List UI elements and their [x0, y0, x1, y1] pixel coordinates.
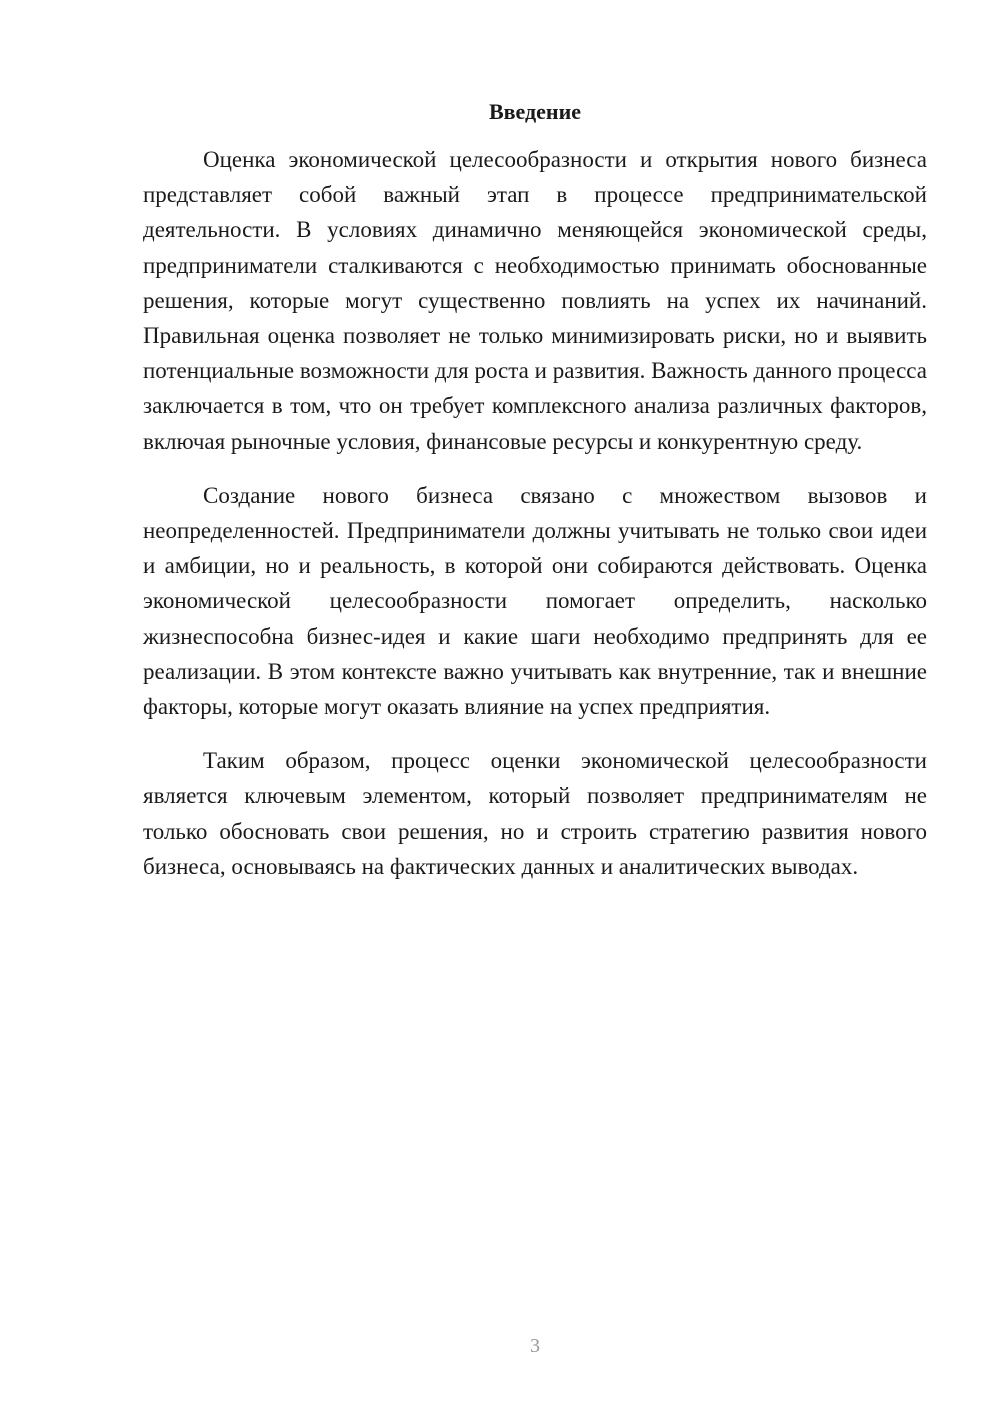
body-text: [143, 142, 927, 903]
section-heading: Введение: [488, 99, 582, 124]
page-number: 3: [530, 1335, 540, 1357]
paragraph-3: Таким образом, процесс оценки экономической целесообразности является ключевым элементом, который позволяет предпринимателям не только обосновать свои решения, но и строить стратегию развития нового бизнеса, основываясь на фактических данных и аналитических выводах.: [143, 748, 927, 879]
paragraph-2: Создание нового бизнеса связано с множеством вызовов и неопределенностей. Предприниматели должны учитывать не только свои идеи и амбиции, но и реальность, в которой они собираются действовать. Оценка экономической целесообразности помогает определить, насколько жизнеспособна бизнес-идея и какие шаги необходимо предпринять для ее реализации. В этом контексте важно учитывать как внутренние, так и внешние факторы, которые могут оказать влияние на успех предприятия.: [143, 482, 927, 720]
paragraph-1: Оценка экономической целесообразности и открытия нового бизнеса представляет собой важный этап в процессе предпринимательской деятельности. В условиях динамично меняющейся экономической среды, предприниматели сталкиваются с необходимостью принимать обоснованные решения, которые могут существенно повлиять на успех их начинаний. Правильная оценка позволяет не только минимизировать риски, но и выявить потенциальные возможности для роста и развития. Важность данного процесса заключается в том, что он требует комплексного анализа различных факторов, включая рыночные условия, финансовые ресурсы и конкурентную среду.: [143, 147, 927, 454]
